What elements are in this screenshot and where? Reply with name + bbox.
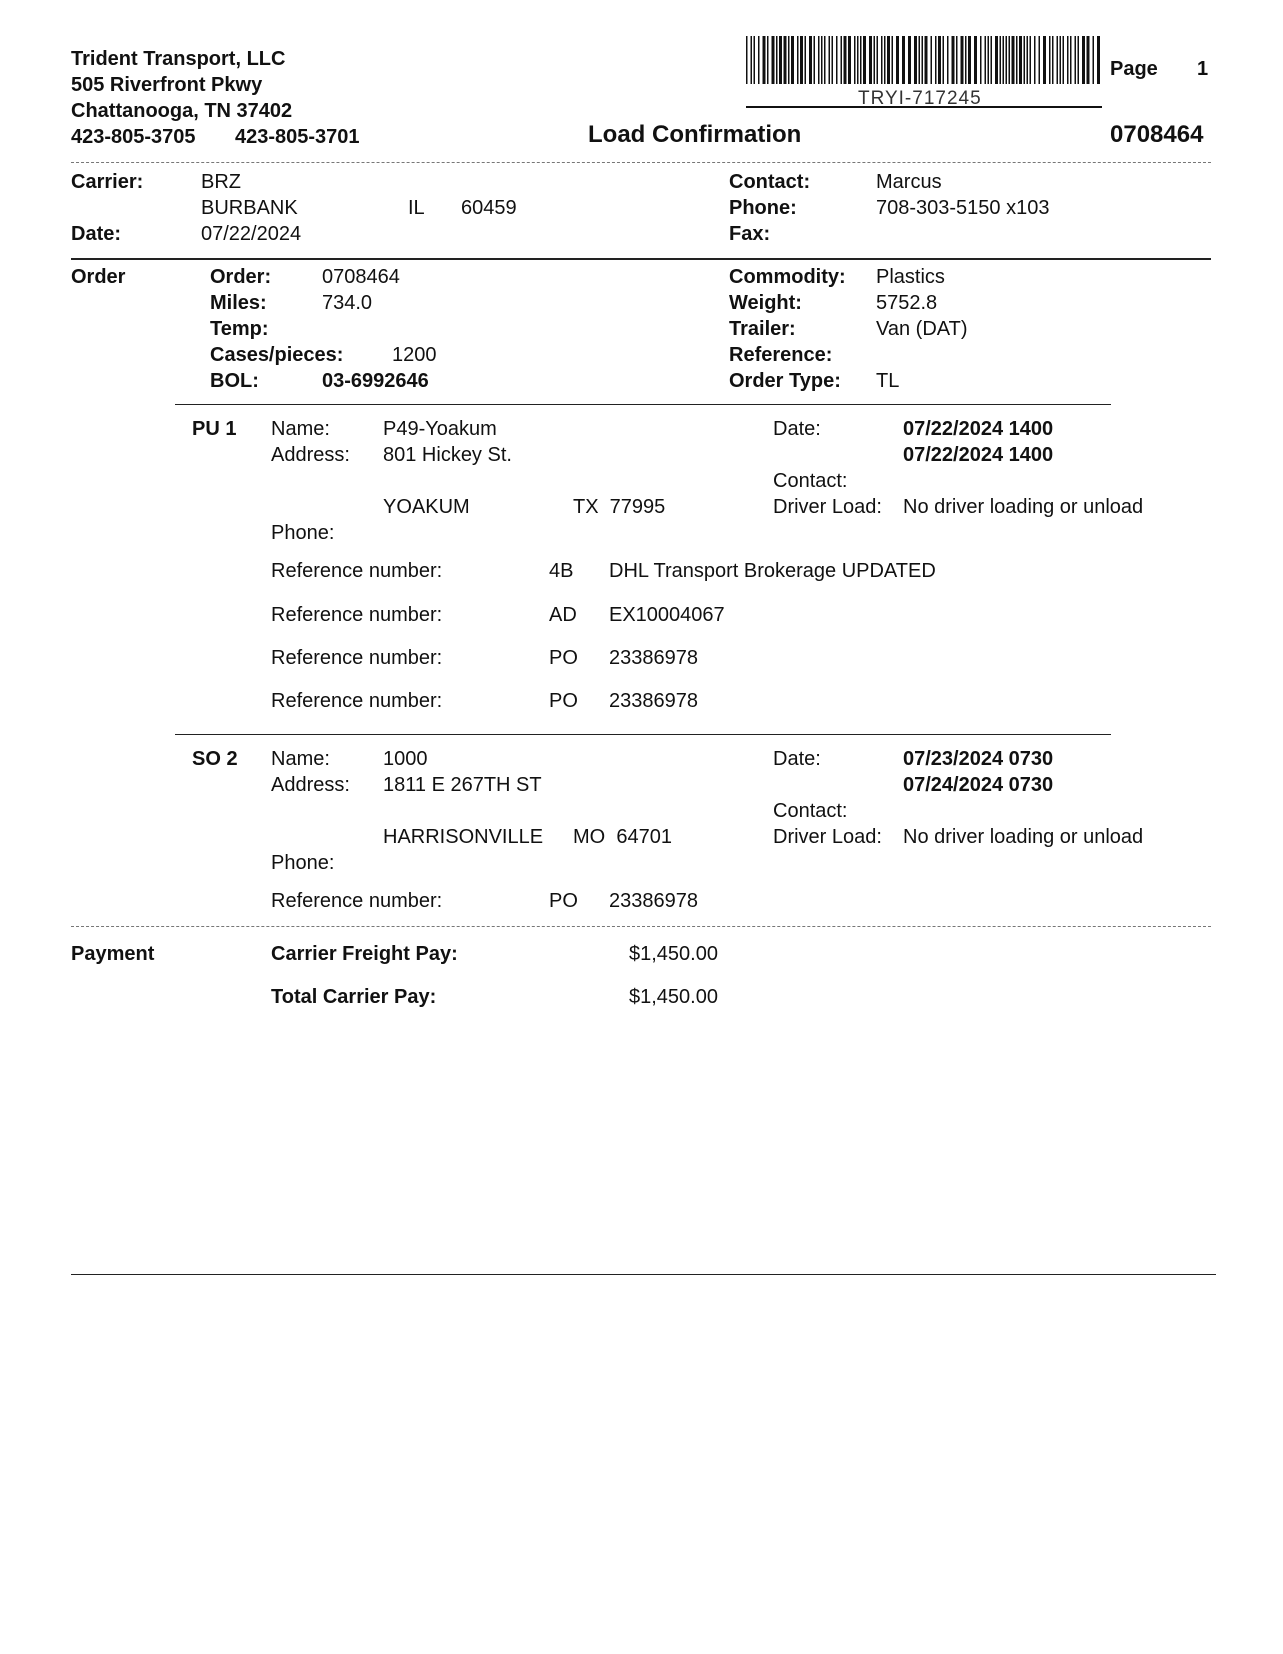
bol-value: 03-6992646 [322,370,429,392]
reference-value: 23386978 [609,647,698,669]
stop-name-label: Name: [271,748,330,770]
stop-date-2: 07/24/2024 0730 [903,774,1054,796]
phone-label: Phone: [729,197,797,219]
total-pay-value: $1,450.00 [629,986,718,1008]
carrier-city: BURBANK [201,197,298,219]
reference-number-label: Reference number: [271,647,443,669]
stop-state-zip: MO 64701 [573,826,672,848]
commodity-value: Plastics [876,266,945,288]
reference-number-label: Reference number: [271,560,443,582]
document-title: Load Confirmation [588,121,802,148]
stop-phone-label: Phone: [271,522,335,544]
stop-name: 1000 [383,748,428,770]
miles-label: Miles: [210,292,267,314]
barcode-bars [746,36,1100,84]
stop-address-label: Address: [271,444,350,466]
divider [71,162,1211,163]
order-number-header: 0708464 [1110,121,1204,148]
stop-contact-label: Contact: [773,470,848,492]
order-type-label: Order Type: [729,370,841,392]
stop-driver-load-label: Driver Load: [773,496,882,518]
trailer-label: Trailer: [729,318,796,340]
freight-pay-label: Carrier Freight Pay: [271,943,458,965]
stop-name-label: Name: [271,418,330,440]
stop-driver-load: No driver loading or unload [903,826,1144,848]
barcode-text: TRYI-717245 [858,88,982,109]
payment-section-label: Payment [71,943,155,965]
miles-value: 734.0 [322,292,373,314]
reference-number-label: Reference number: [271,604,443,626]
stop-address: 1811 E 267TH ST [383,774,542,796]
reference-value: 23386978 [609,890,698,912]
contact-label: Contact: [729,171,811,193]
company-phone-1: 423-805-3705 [71,126,196,148]
reference-code: PO [549,690,578,712]
stop-date-2: 07/22/2024 1400 [903,444,1054,466]
carrier-contact: Marcus [876,171,942,193]
fax-label: Fax: [729,223,771,245]
order-type-value: TL [876,370,900,392]
carrier-zip: 60459 [461,197,517,219]
trailer-value: Van (DAT) [876,318,968,340]
divider [175,734,1111,735]
stop-driver-load: No driver loading or unload [903,496,1144,518]
stop-date-1: 07/23/2024 0730 [903,748,1054,770]
company-phone-2: 423-805-3701 [235,126,360,148]
order-number: 0708464 [322,266,400,288]
reference-number-label: Reference number: [271,690,443,712]
stop-contact-label: Contact: [773,800,848,822]
page-label: Page [1110,58,1158,80]
order-label: Order: [210,266,272,288]
reference-code: 4B [549,560,574,582]
weight-value: 5752.8 [876,292,938,314]
stop-date-1: 07/22/2024 1400 [903,418,1054,440]
carrier-phone: 708-303-5150 x103 [876,197,1050,219]
company-city-state-zip: Chattanooga, TN 37402 [71,100,293,122]
divider [71,926,1211,927]
weight-label: Weight: [729,292,802,314]
order-section-label: Order [71,266,126,288]
divider [71,258,1211,260]
stop-date-label: Date: [773,418,821,440]
carrier-label: Carrier: [71,171,144,193]
stop-name: P49-Yoakum [383,418,497,440]
cases-value: 1200 [392,344,437,366]
stop-city: YOAKUM [383,496,470,518]
reference-value: 23386978 [609,690,698,712]
stop-tag: PU 1 [192,418,237,440]
reference-code: PO [549,890,578,912]
reference-label: Reference: [729,344,833,366]
divider [175,404,1111,405]
commodity-label: Commodity: [729,266,846,288]
total-pay-label: Total Carrier Pay: [271,986,437,1008]
stop-state-zip: TX 77995 [573,496,666,518]
carrier-date: 07/22/2024 [201,223,302,245]
bol-label: BOL: [210,370,259,392]
carrier-name: BRZ [201,171,241,193]
company-address: 505 Riverfront Pkwy [71,74,263,96]
stop-tag: SO 2 [192,748,238,770]
page-number: 1 [1197,58,1209,80]
stop-city: HARRISONVILLE [383,826,544,848]
stop-date-label: Date: [773,748,821,770]
reference-code: AD [549,604,577,626]
reference-value: DHL Transport Brokerage UPDATED [609,560,936,582]
carrier-state: IL [408,197,425,219]
reference-value: EX10004067 [609,604,725,626]
signature-line [71,1274,1216,1275]
date-label: Date: [71,223,122,245]
cases-label: Cases/pieces: [210,344,344,366]
reference-number-label: Reference number: [271,890,443,912]
stop-address: 801 Hickey St. [383,444,512,466]
freight-pay-value: $1,450.00 [629,943,718,965]
stop-phone-label: Phone: [271,852,335,874]
company-name: Trident Transport, LLC [71,48,286,70]
stop-driver-load-label: Driver Load: [773,826,882,848]
reference-code: PO [549,647,578,669]
stop-address-label: Address: [271,774,350,796]
temp-label: Temp: [210,318,269,340]
